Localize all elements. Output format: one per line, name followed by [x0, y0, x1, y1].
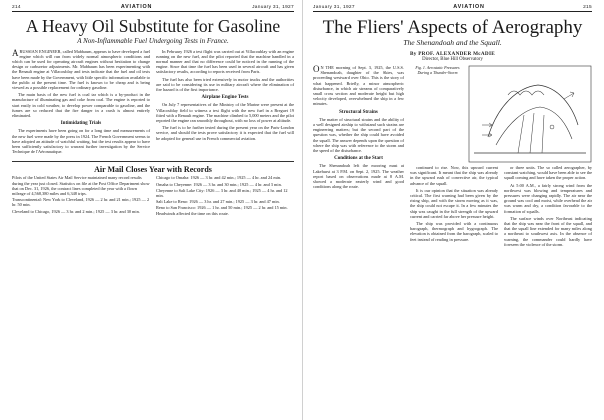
paragraph: Cheyenne to Salt Lake City: 1926 — 3 hr. and 40 min.; 1925 — 4 hr. and 12 min.	[156, 187, 288, 198]
air-mail-column-1	[12, 175, 150, 216]
right-article-title: The Fliers' Aspects of Aerography	[322, 17, 583, 38]
section-heading: Conditions at the Start	[334, 156, 383, 162]
author-byline: By PROF. ALEXANDER McADIE	[409, 51, 496, 57]
section-heading: Airplane Engine Tests	[201, 95, 249, 101]
paragraph: At 5:00 A.M., a fairly strong wind from the northwest was blowing and temperatures and pressures were changing rapidly. The air near the ground was cool and moist, while overhead the air was warm and dry, a condition favorable to the formation of squalls.	[504, 182, 592, 214]
paragraph: The surface winds over Northeast indicating that the ship was near the front of the squall, and that the squall line extended for many miles along a northeast to southwest axis. In the absence of warning, the commander could hardly have foreseen the violence of the storm.	[504, 215, 592, 247]
paragraph: ARUSSIAN ENGINEER, called Mabbaum, appears to have developed a fuel engine which will run from widely normal atmospheric conditions and which can be used for operating aircraft engines without hesitation to change design or carburetor adjustments. Mr. Mabbaum has been experimenting with the Renault engine at Villacoublay and tests indicate that the fuel and oil tests have been made by the Government, with little specific information available to the public at the present time. The fuel is known to be cheap and is being viewed as a possible replacement for ordinary gasoline.	[12, 47, 150, 90]
right-article-subtitle: The Shenandoah and the Squall.	[403, 38, 502, 47]
left-article-body	[12, 49, 294, 157]
right-page-number: 215	[583, 5, 592, 10]
paragraph: On July 7 representatives of the Ministry of the Marine were present at the Villacoublay field to witness a test flight with the new fuel in a Breguet 19 fitted with a Renault engine. The machine climbed to 5,000 meters and the pilot reported the engine ran smoothly throughout, with no loss of power at altitude.	[156, 102, 294, 123]
figure-diagram	[468, 65, 592, 163]
air-mail-column-2	[156, 175, 294, 216]
author-affiliation: Director, Blue Hill Observatory	[422, 57, 483, 62]
right-page	[302, 0, 604, 420]
right-page-header	[313, 4, 592, 12]
paragraph: Reno to San Francisco: 1926 — 1 hr. and 50 min.; 1925 — 2 hr. and 15 min. Headwinds affected the time on this route.	[156, 205, 288, 216]
paragraph: ON THE morning of Sept. 3, 1925, the U.S.S. Shenandoah, daughter of the Skies, was proceeding westward over Ohio. This is the story of what happened. Briefly, a minor atmospheric disturbance, in which air streams of comparatively small cross section and moderate height but high velocity developed, overwhelmed the ship in a few minutes.	[313, 64, 404, 107]
air-mail-box	[12, 161, 294, 216]
section-heading: Structural Strains	[339, 109, 378, 115]
paragraph: The fuel is to be further tested during the present year on the Paris-London service, and should the tests prove satisfactory it is expected that the fuel will be adopted for general use in French commercial aviation.	[156, 125, 294, 141]
paragraph: continued to rise. Now, this upward current was significant. It meant that the ship was already in the upward rush of convective air, the typical advance of the squall.	[410, 165, 498, 186]
paragraph: It is our opinion that the situation was already critical. The first warning had been given by the rising ship, and with the storm moving as it was, the ship could not escape it. In a few minutes the ship was caught in the full strength of the upward current and carried far above her pressure height.	[410, 187, 498, 219]
paragraph: Chicago to Omaha: 1926 — 3 hr. and 42 min.; 1925 — 4 hr. and 24 min.	[156, 175, 282, 181]
right-article-column-2	[410, 65, 592, 249]
paragraph: The experiments have been going on for a long time and measurements of the new fuel were made by the press in 1924. The French Government seems to have adopted an attitude of watchful waiting, but the test results appear to have been sufficiently satisfactory to warrant further investigation by the Service Technique de l'Aéronautique.	[12, 128, 150, 155]
paragraph: or three units. The so called aerographer, by constant watching, would have been able to see the squall coming and have taken the proper action.	[504, 165, 592, 181]
right-article-body	[313, 65, 592, 249]
thunderstorm-diagram	[468, 65, 592, 163]
right-article-column-3	[504, 165, 592, 249]
left-page-header	[12, 4, 294, 12]
air-mail-columns	[12, 175, 294, 216]
paragraph: The matter of structural strains and the ability of a well designed airship to withstand such strains are engineering matters; but the second part of the question was, whether the ship could have avoided the squall. The answer depends upon the question of where the ship was with reference to the storm and the speed of the disturbance.	[313, 116, 404, 154]
right-article-column-1	[313, 65, 404, 249]
left-page-number: 214	[12, 5, 21, 10]
left-article-column-2	[156, 49, 294, 157]
paragraph: In February 1926 a test flight was carried out at Villacoublay with an engine running on the new fuel, and the pilot reported that the machine handled in a normal manner and that no difference could be noticed in the running of the engine. Since that time the fuel has been used in several aircraft and has given satisfactory results, according to reports received from Paris.	[156, 48, 294, 75]
right-page-date: January 31, 1927	[313, 5, 355, 10]
paragraph: The ship was provided with a continuous barograph, thermograph and hygrograph. The elevation is obtained from the barograph, scaled to feet instead of reading in pressure.	[410, 221, 498, 242]
paragraph: The fuel has also been tried extensively in motor trucks and the authorities are said to be considering its use in military aircraft where the elimination of fire hazard is of the first importance.	[156, 76, 294, 92]
section-heading: Intimidating Trials	[60, 121, 102, 127]
left-article-title: A Heavy Oil Substitute for Gasoline	[25, 16, 281, 36]
paragraph: Transcontinental: New York to Cleveland, 1926 — 2 hr. and 21 min.; 1925 — 2 hr. 50 min.	[12, 197, 150, 208]
paragraph: Pilots of the United States Air Mail Service maintained many record results during the year just closed. Statistics on file at the Post Office Department show that on Dec. 31, 1926, the contract lines completed the year with a flown mileage of 4,568,380 miles and 6,348 trips.	[12, 175, 150, 196]
air-mail-title: Air Mail Closes Year with Records	[94, 165, 212, 175]
right-article-column-2-text	[410, 165, 498, 249]
paragraph: The Shenandoah left the mooring mast at Lakehurst at 3 P.M. on Sept. 2, 1925. The weather report based on observations made at 8 A.M. showed a moderate easterly wind and good conditions along the route.	[313, 163, 404, 190]
left-magazine-title: AVIATION	[120, 4, 153, 10]
left-article-column-1	[12, 49, 150, 157]
left-page-date: January 31, 1927	[252, 5, 294, 10]
right-magazine-title: AVIATION	[453, 4, 485, 10]
paragraph: Salt Lake to Reno: 1926 — 3 hr. and 27 min.; 1925 — 3 hr. and 47 min.	[156, 199, 280, 205]
right-lower-columns	[410, 165, 592, 249]
left-article-subtitle: A Non-Inflammable Fuel Undergoing Tests in France.	[77, 36, 229, 45]
paragraph: Omaha to Cheyenne: 1926 — 3 hr. and 30 min.; 1925 — 4 hr. and 3 min.	[156, 181, 282, 187]
paragraph: Cleveland to Chicago, 1926 — 3 hr. and 2 min.; 1925 — 3 hr. and 30 min.	[12, 208, 140, 214]
paragraph: The main basis of the new fuel is coal tar which is a by-product in the manufacture of illuminating gas and coke from coal. The engine is reported to start easily in cold weather, to develop power comparable to gasoline, and the fumes are so reduced that the fire danger in a crash is almost entirely eliminated.	[12, 92, 150, 118]
figure-caption: Fig. 1. Aerostatic Pressures During a Thunder-Storm	[415, 65, 460, 76]
